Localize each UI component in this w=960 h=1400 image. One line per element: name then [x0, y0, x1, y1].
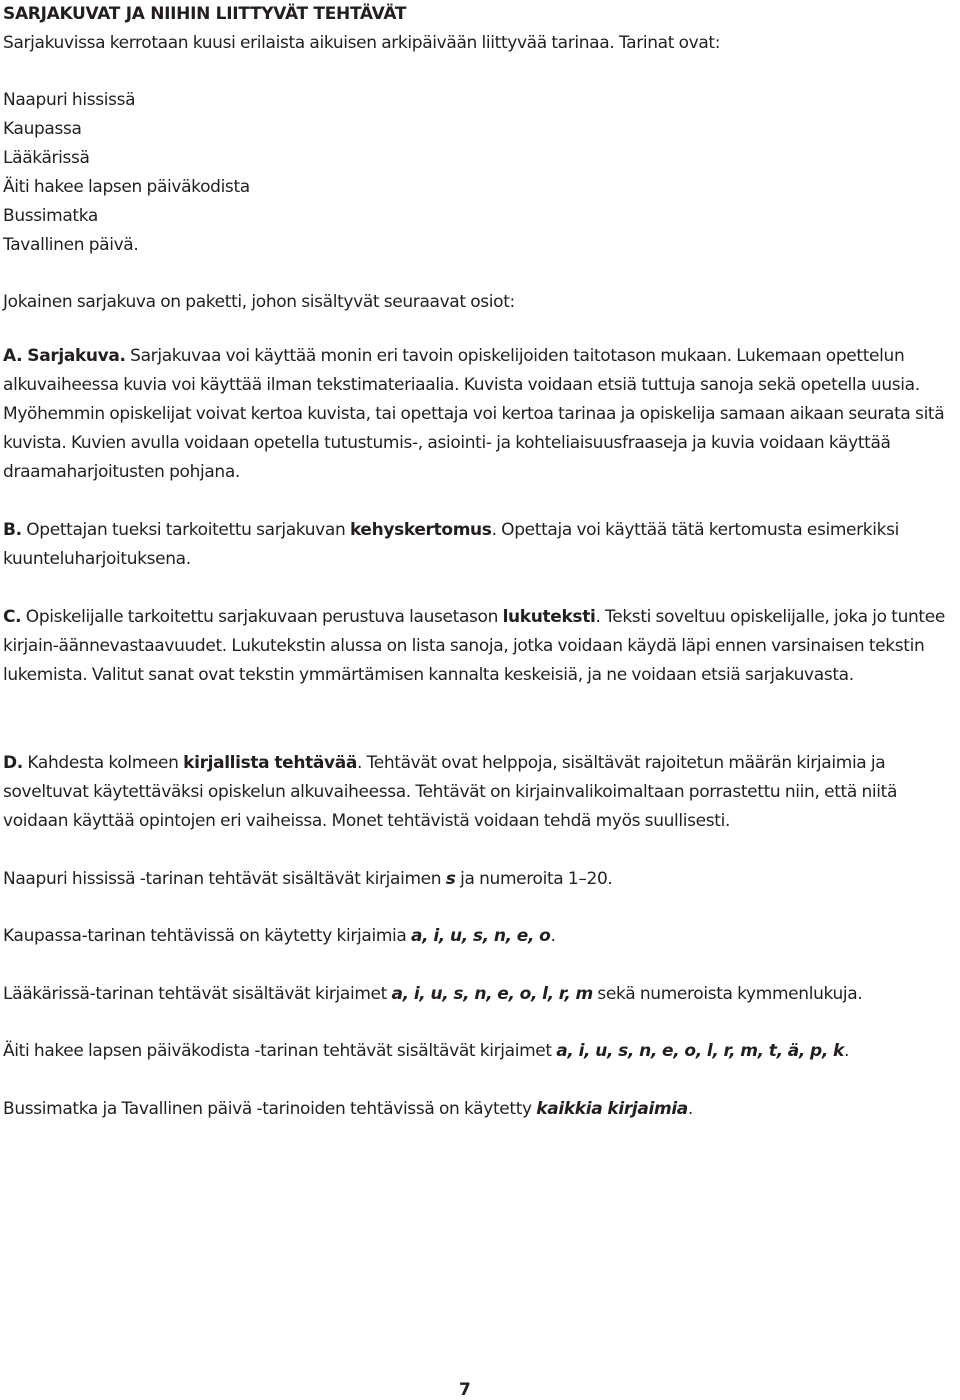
story-item: Lääkärissä	[3, 148, 90, 168]
section-d-label: D.	[3, 753, 23, 773]
note-letters: a, i, u, s, n, e, o, l, r, m	[391, 984, 593, 1004]
page-heading: SARJAKUVAT JA NIIHIN LIITTYVÄT TEHTÄVÄT	[3, 4, 407, 24]
note-letters: a, i, u, s, n, e, o	[411, 926, 551, 946]
section-d	[3, 749, 955, 836]
section-b-label: B.	[3, 520, 22, 540]
story-item: Äiti hakee lapsen päiväkodista	[3, 177, 250, 197]
section-b-text: Opettajan tueksi tarkoitettu sarjakuvan	[21, 520, 350, 540]
note-text: Lääkärissä-tarinan tehtävät sisältävät kirjaimet	[3, 984, 392, 1004]
note-text: .	[687, 1099, 693, 1119]
note-kaupassa	[3, 926, 556, 946]
note-text: sekä numeroista kymmenlukuja.	[592, 984, 863, 1004]
note-text: Kaupassa-tarinan tehtävissä on käytetty kirjaimia	[3, 926, 412, 946]
section-c-label: C.	[3, 607, 22, 627]
note-laakarissa	[3, 984, 862, 1004]
note-letters: kaikkia kirjaimia	[536, 1099, 688, 1119]
section-c-keyword: lukuteksti	[502, 607, 596, 627]
note-bussimatka	[3, 1099, 693, 1119]
note-naapuri	[3, 869, 613, 889]
section-d-keyword: kirjallista tehtävää	[183, 753, 357, 773]
story-item: Tavallinen päivä.	[3, 235, 139, 255]
note-text: Äiti hakee lapsen päiväkodista -tarinan tehtävät sisältävät kirjaimet	[3, 1041, 557, 1061]
section-b-text: . Opettaja voi käyttää tätä kertomusta esimerkiksi kuunteluharjoituksena.	[3, 520, 900, 569]
section-d-text: Kahdesta kolmeen	[22, 753, 184, 773]
section-b	[3, 516, 955, 574]
note-text: .	[844, 1041, 850, 1061]
section-a	[3, 342, 955, 487]
story-item: Kaupassa	[3, 119, 82, 139]
section-a-label: A. Sarjakuva.	[3, 346, 126, 366]
note-text: .	[550, 926, 556, 946]
section-c-text: . Teksti soveltuu opiskelijalle, joka jo tuntee kirjain-äännevastaavuudet. Lukutekstin alussa on lista sanoja, jotka voidaan käydä läpi ennen varsinaisen tekstin lukemista. Valitut sanat ovat tekstin ymmärtämisen kannalta keskeisiä, ja ne voidaan etsiä sarjakuvasta.	[3, 607, 945, 685]
note-text: ja numeroita 1–20.	[455, 869, 613, 889]
section-b-keyword: kehyskertomus	[349, 520, 492, 540]
story-item: Bussimatka	[3, 206, 98, 226]
note-paivakoti	[3, 1041, 849, 1061]
note-letters: s	[445, 869, 456, 889]
note-text: Naapuri hississä -tarinan tehtävät sisältävät kirjaimen	[3, 869, 446, 889]
package-intro: Jokainen sarjakuva on paketti, johon sisältyvät seuraavat osiot:	[3, 292, 515, 312]
intro-text: Sarjakuvissa kerrotaan kuusi erilaista aikuisen arkipäivään liittyvää tarinaa. Tarinat ovat:	[3, 33, 721, 53]
page-number: 7	[459, 1380, 471, 1400]
section-c-text: Opiskelijalle tarkoitettu sarjakuvaan perustuva lausetason	[21, 607, 503, 627]
section-d-text: . Tehtävät ovat helppoja, sisältävät rajoitetun määrän kirjaimia ja soveltuvat käytettäväksi opiskelun alkuvaiheessa. Tehtävät on kirjainvalikoimaltaan porrastettu niin, että niitä voidaan käyttää opintojen eri vaiheissa. Monet tehtävistä voidaan tehdä myös suullisesti.	[3, 753, 898, 831]
section-c	[3, 603, 955, 690]
section-a-text: Sarjakuvaa voi käyttää monin eri tavoin opiskelijoiden taitotason mukaan. Lukemaan opettelun alkuvaiheessa kuvia voi käyttää ilman tekstimateriaalia. Kuvista voidaan etsiä tuttuja sanoja sekä opetella uusia. Myöhemmin opiskelijat voivat kertoa kuvista, tai opettaja voi kertoa tarinaa ja opiskelija samaan aikaan seurata sitä kuvista. Kuvien avulla voidaan opetella tutustumis-, asiointi- ja kohteliaisuusfraaseja ja kuvia voidaan käyttää draamaharjoitusten pohjana.	[3, 346, 945, 482]
story-item: Naapuri hississä	[3, 90, 136, 110]
note-text: Bussimatka ja Tavallinen päivä -tarinoiden tehtävissä on käytetty	[3, 1099, 537, 1119]
note-letters: a, i, u, s, n, e, o, l, r, m, t, ä, p, k	[556, 1041, 845, 1061]
